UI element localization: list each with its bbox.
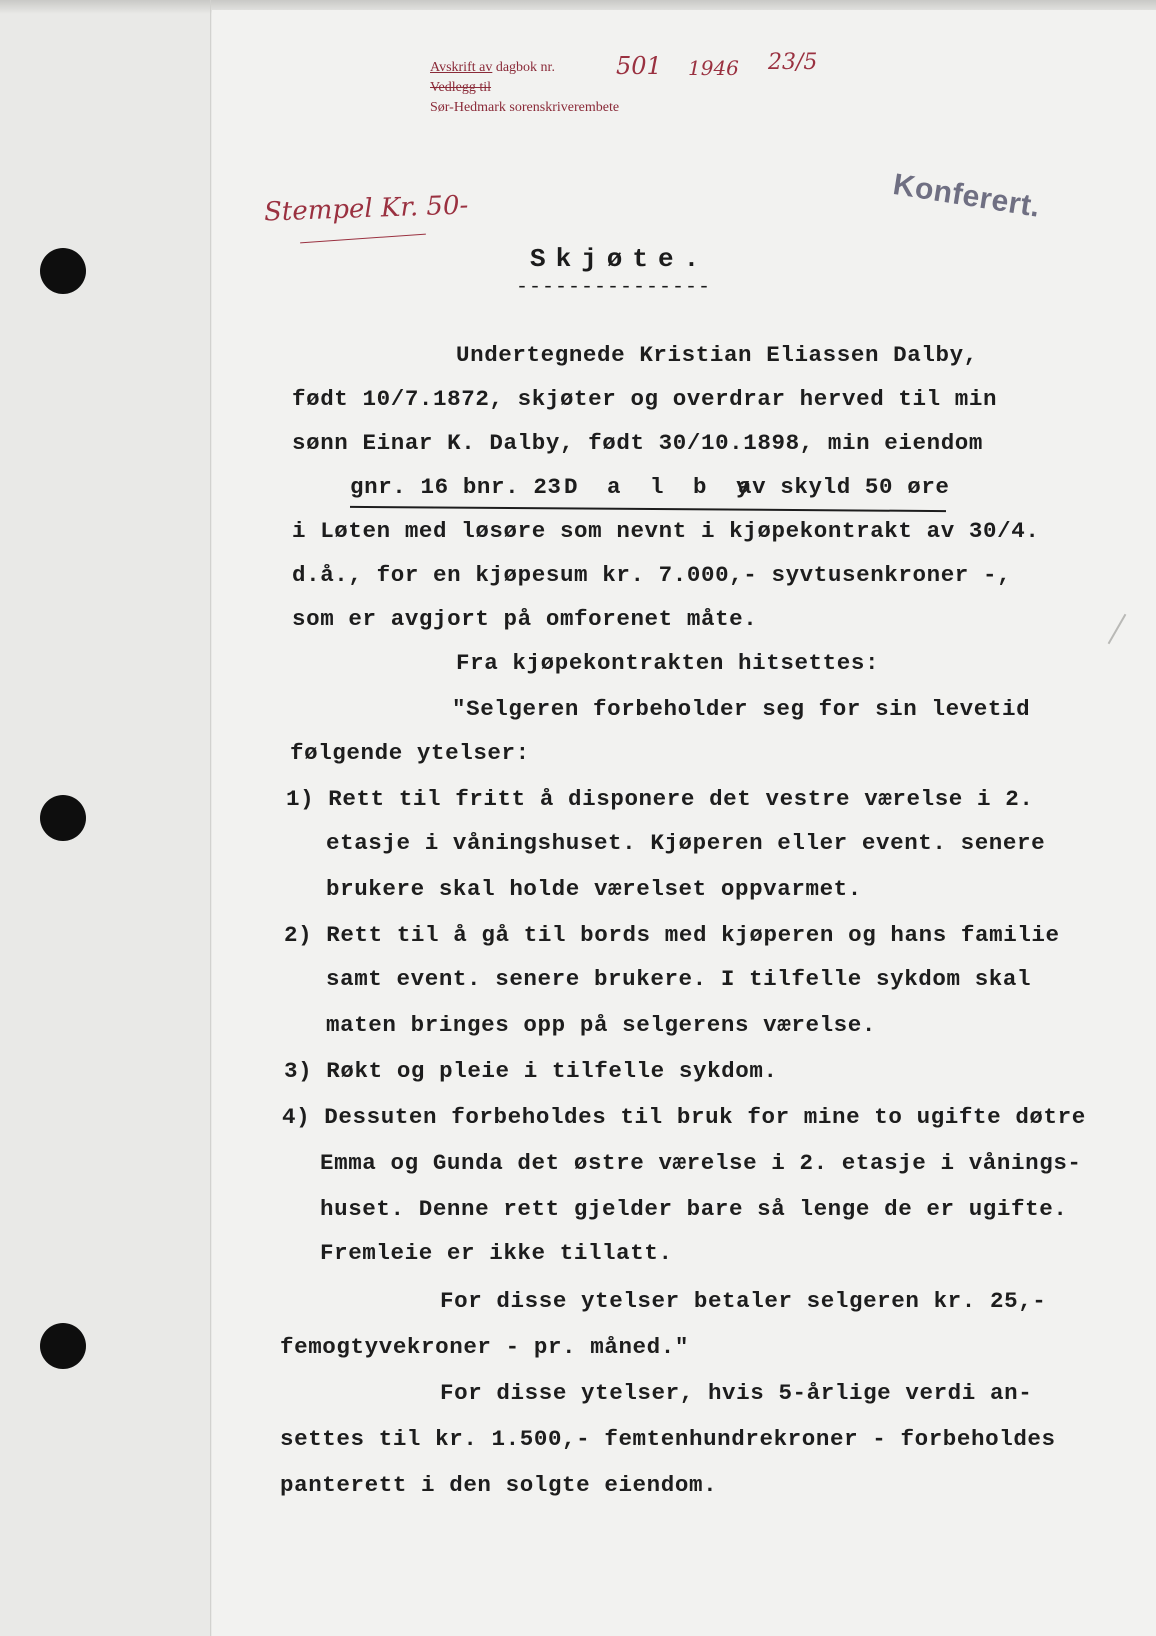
body-line: 2) Rett til å gå til bords med kjøperen og hans familie <box>284 922 1060 948</box>
body-line: i Løten med løsøre som nevnt i kjøpekontrakt av 30/4. <box>292 518 1040 544</box>
konferert-stamp: Konferert. <box>890 168 1043 224</box>
body-line: brukere skal holde værelset oppvarmet. <box>326 876 862 902</box>
body-line: panterett i den solgte eiendom. <box>280 1472 718 1498</box>
body-line-farm-name: D a l b y <box>564 474 758 500</box>
stempel-note: Stempel Kr. 50- <box>263 190 469 228</box>
body-line: For disse ytelser, hvis 5-årlige verdi an- <box>440 1380 1033 1406</box>
header-stamp <box>430 58 619 118</box>
dagbok-date: 23/5 <box>768 50 818 75</box>
dagbok-year: 1946 <box>688 56 739 80</box>
body-line: Fremleie er ikke tillatt. <box>320 1240 673 1266</box>
body-line: 4) Dessuten forbeholdes til bruk for mine to ugifte døtre <box>282 1104 1086 1130</box>
body-line: 1) Rett til fritt å disponere det vestre værelse i 2. <box>286 786 1034 812</box>
body-line: følgende ytelser: <box>290 740 530 766</box>
body-line: For disse ytelser betaler selgeren kr. 25,- <box>440 1288 1047 1314</box>
body-line: d.å., for en kjøpesum kr. 7.000,- syvtusenkroner -, <box>292 562 1012 588</box>
header-stamp-line1-rest: dagbok nr. <box>495 60 555 75</box>
body-line: født 10/7.1872, skjøter og overdrar herved til min <box>292 386 998 412</box>
page-margin-line <box>210 0 211 1636</box>
body-line: Undertegnede Kristian Eliassen Dalby, <box>456 342 978 368</box>
header-stamp-line1-strike: Avskrift av <box>430 60 493 75</box>
body-line: sønn Einar K. Dalby, født 30/10.1898, min eiendom <box>292 430 984 456</box>
document-title: Skjøte. <box>530 244 710 274</box>
body-line-property-id: gnr. 16 bnr. 23 <box>350 474 562 500</box>
body-line: settes til kr. 1.500,- femtenhundrekroner - forbeholdes <box>280 1426 1056 1452</box>
body-line: femogtyvekroner - pr. måned." <box>280 1334 689 1360</box>
body-line: Fra kjøpekontrakten hitsettes: <box>456 650 880 676</box>
header-stamp-line3: Sør-Hedmark sorenskriverembete <box>430 100 620 115</box>
body-line: etasje i våningshuset. Kjøperen eller event. senere <box>326 830 1046 856</box>
title-rule: --------------- <box>516 276 712 299</box>
punch-hole <box>40 795 86 841</box>
body-line: 3) Røkt og pleie i tilfelle sykdom. <box>284 1058 778 1084</box>
body-line: "Selgeren forbeholder seg for sin levetid <box>452 696 1031 722</box>
punch-hole <box>40 1323 86 1369</box>
body-line: samt event. senere brukere. I tilfelle sykdom skal <box>326 966 1032 992</box>
body-line: som er avgjort på omforenet måte. <box>292 606 758 632</box>
header-stamp-line2: Vedlegg til <box>430 80 492 95</box>
body-line: huset. Denne rett gjelder bare så lenge de er ugifte. <box>320 1196 1068 1222</box>
body-line-skyld: av skyld 50 øre <box>738 474 950 500</box>
dagbok-number: 501 <box>616 52 662 80</box>
body-line: maten bringes opp på selgerens værelse. <box>326 1012 876 1038</box>
punch-hole <box>40 248 86 294</box>
body-line: Emma og Gunda det østre værelse i 2. etasje i vånings- <box>320 1150 1082 1176</box>
